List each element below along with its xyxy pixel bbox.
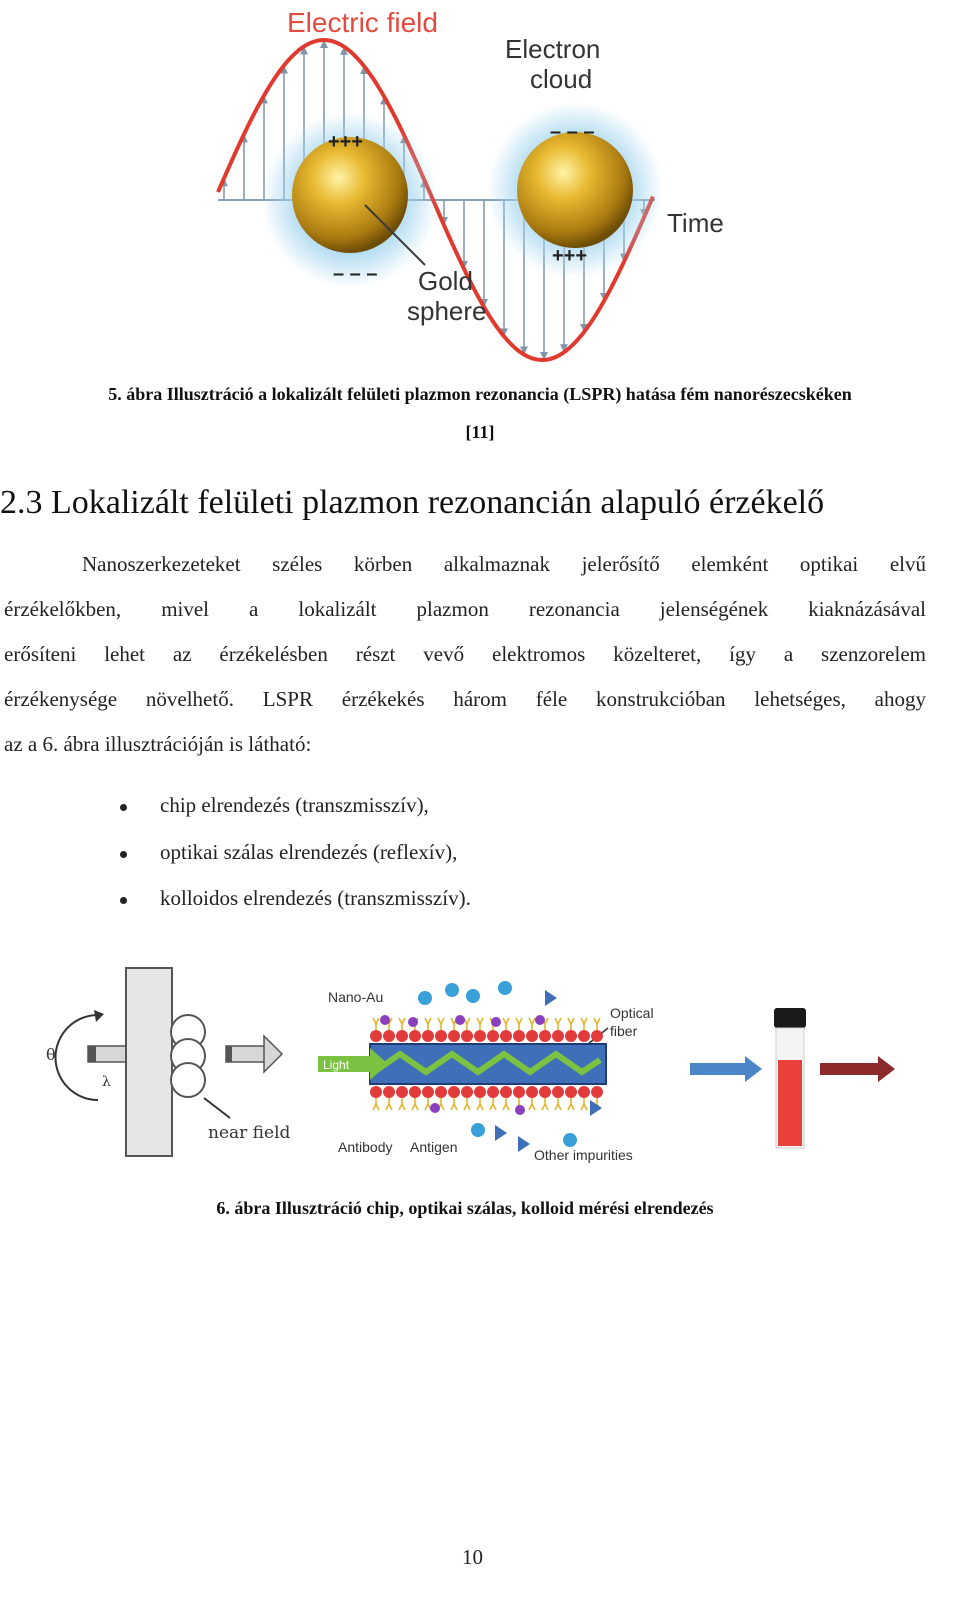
gold-nanoparticle: [409, 1086, 421, 1098]
optical-fiber-label-1: Optical: [610, 1005, 654, 1021]
bullet-icon: [120, 851, 127, 858]
gold-nanoparticle: [500, 1030, 512, 1042]
list-item-text: optikai szálas elrendezés (reflexív),: [160, 840, 458, 864]
bullet-icon: [120, 897, 127, 904]
charge-minus-left: – – –: [333, 263, 378, 285]
gold-nanoparticle: [591, 1030, 603, 1042]
incoming-arrow-blue-icon: [690, 1056, 762, 1082]
figure-5-caption-reference: [11]: [465, 422, 495, 442]
colloid-setup: [690, 1008, 895, 1148]
theta-label: θ: [46, 1045, 56, 1064]
antibody-icon: [373, 1098, 379, 1110]
antibody-label: Antibody: [338, 1139, 393, 1155]
figure-lspr-illustration: [200, 0, 760, 372]
section-heading: 2.3 Lokalizált felületi plazmon rezonancián alapuló érzékelő: [0, 484, 825, 521]
antibody-icon: [490, 1098, 496, 1110]
antibody-icon: [477, 1018, 483, 1030]
antibody-icon: [594, 1018, 600, 1030]
near-field-label: near field: [208, 1123, 291, 1143]
gold-nanoparticle: [422, 1086, 434, 1098]
vial-cap: [774, 1008, 806, 1028]
figure-measurement-setups: [40, 960, 920, 1170]
gold-label-2: sphere: [407, 296, 487, 326]
gold-nanoparticle: [565, 1030, 577, 1042]
charge-plus-left: +++: [328, 131, 364, 153]
electron-cloud-label-2: cloud: [530, 64, 593, 94]
antibody-icon: [373, 1018, 379, 1030]
nanoparticle: [171, 1063, 205, 1097]
gold-sphere-right: [517, 132, 633, 248]
gold-nanoparticle: [409, 1030, 421, 1042]
gold-nanoparticle: [591, 1086, 603, 1098]
gold-nanoparticle: [552, 1086, 564, 1098]
charge-minus-right: – – –: [550, 121, 595, 143]
light-label: Light: [323, 1058, 350, 1072]
nano-au-label: Nano-Au: [328, 989, 384, 1005]
antibody-icon: [464, 1098, 470, 1110]
gold-nanoparticle: [461, 1030, 473, 1042]
electron-cloud-label-1: Electron: [505, 34, 601, 64]
figure-6-caption: 6. ábra Illusztráció chip, optikai szálas, kolloid mérési elrendezés: [216, 1198, 714, 1218]
antibody-icon: [555, 1098, 561, 1110]
near-field-pointer: [204, 1098, 230, 1118]
gold-nanoparticle-row-bottom: [370, 1086, 603, 1098]
paragraph-line: erősíteni lehet az érzékelésben részt vevő elektromos közelteret, így a szenzorelem: [4, 642, 926, 666]
gold-nanoparticle: [487, 1086, 499, 1098]
antibody-icon: [399, 1018, 405, 1030]
gold-nanoparticle: [487, 1030, 499, 1042]
list-item-text: kolloidos elrendezés (transzmisszív).: [160, 886, 471, 910]
gold-nanoparticle-row-top: [370, 1030, 603, 1042]
antibody-icon: [503, 1098, 509, 1110]
gold-label-1: Gold: [418, 266, 473, 296]
outgoing-light-arrow-icon: [264, 1036, 282, 1072]
gold-nanoparticle: [435, 1086, 447, 1098]
figure-5-caption: 5. ábra Illusztráció a lokalizált felületi plazmon rezonancia (LSPR) hatása fém nanorészecskéken: [108, 384, 852, 404]
gold-nanoparticle: [539, 1030, 551, 1042]
page-number: 10: [462, 1545, 483, 1569]
paragraph-line: Nanoszerkezeteket széles körben alkalmaznak jelerősítő elemként optikai elvű: [82, 552, 926, 576]
antibody-icon: [529, 1098, 535, 1110]
other-impurities-label: Other impurities: [534, 1147, 633, 1163]
gold-nanoparticle: [370, 1030, 382, 1042]
gold-nanoparticle: [448, 1030, 460, 1042]
paragraph-line: az a 6. ábra illusztrációján is látható:: [4, 732, 312, 756]
antibody-icon: [399, 1098, 405, 1110]
vial-liquid: [778, 1060, 802, 1146]
antibody-icon: [451, 1098, 457, 1110]
bullet-icon: [120, 804, 127, 811]
chip-setup: [46, 968, 291, 1156]
gold-nanoparticle: [578, 1030, 590, 1042]
gold-nanoparticle: [448, 1086, 460, 1098]
gold-nanoparticle: [474, 1086, 486, 1098]
antibody-icon: [503, 1018, 509, 1030]
optical-fiber-setup: [318, 981, 654, 1163]
antibody-icon: [412, 1098, 418, 1110]
gold-nanoparticle: [526, 1030, 538, 1042]
gold-nanoparticle: [422, 1030, 434, 1042]
antigen-label: Antigen: [410, 1139, 458, 1155]
chip-substrate: [126, 968, 172, 1156]
gold-nanoparticle: [578, 1086, 590, 1098]
gold-nanoparticle: [435, 1030, 447, 1042]
gold-nanoparticle: [565, 1086, 577, 1098]
charge-plus-right: +++: [552, 245, 588, 267]
gold-sphere-left: [292, 137, 408, 253]
antibody-icon: [386, 1098, 392, 1110]
gold-nanoparticle: [383, 1086, 395, 1098]
antibody-icon: [542, 1098, 548, 1110]
paragraph-line: érzékelőkben, mivel a lokalizált plazmon rezonancia jelenségének kiaknázásával: [4, 597, 926, 621]
gold-nanoparticle: [552, 1030, 564, 1042]
outgoing-arrow-red-icon: [820, 1056, 895, 1082]
gold-nanoparticle: [513, 1030, 525, 1042]
antibody-icon: [581, 1098, 587, 1110]
antibody-icon: [555, 1018, 561, 1030]
antibody-icon: [477, 1098, 483, 1110]
antibody-icon: [568, 1098, 574, 1110]
gold-nanoparticle: [526, 1086, 538, 1098]
gold-nanoparticle: [513, 1086, 525, 1098]
gold-nanoparticle: [370, 1086, 382, 1098]
gold-nanoparticle: [383, 1030, 395, 1042]
list-item-text: chip elrendezés (transzmisszív),: [160, 793, 429, 817]
gold-nanoparticle: [396, 1086, 408, 1098]
gold-nanoparticle: [474, 1030, 486, 1042]
antibody-icon: [438, 1018, 444, 1030]
antibody-icon: [581, 1018, 587, 1030]
antibody-icon: [529, 1018, 535, 1030]
gold-nanoparticle: [500, 1086, 512, 1098]
paragraph-line: érzékenysége növelhető. LSPR érzékekés három féle konstrukcióban lehetséges, ahogy: [4, 687, 926, 711]
lambda-label: λ: [102, 1074, 111, 1090]
antibody-icon: [425, 1018, 431, 1030]
time-label: Time: [667, 208, 724, 238]
gold-nanoparticle: [461, 1086, 473, 1098]
antibody-icon: [516, 1018, 522, 1030]
angle-arrowhead-icon: [94, 1010, 104, 1022]
antibody-icon: [568, 1018, 574, 1030]
gold-nanoparticle: [539, 1086, 551, 1098]
gold-nanoparticle: [396, 1030, 408, 1042]
optical-fiber-label-2: fiber: [610, 1023, 638, 1039]
electric-field-label: Electric field: [287, 7, 438, 38]
